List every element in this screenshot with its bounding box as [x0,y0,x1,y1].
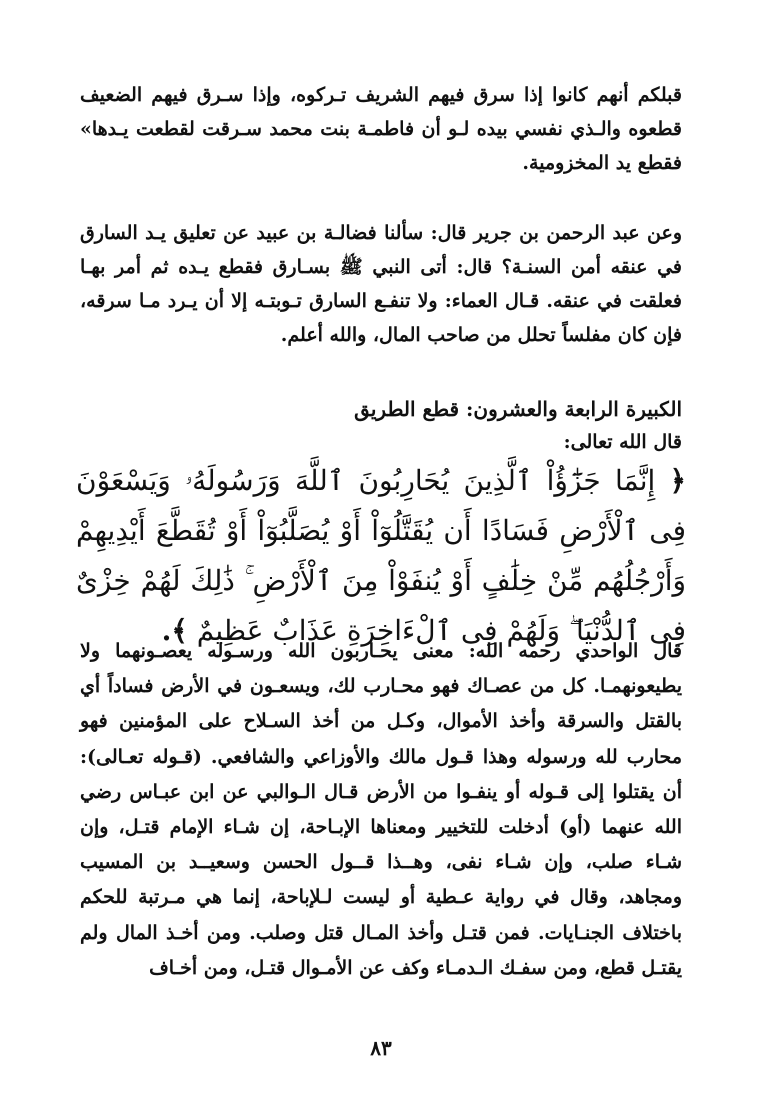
verse-close-bracket: ﴾. [161,614,188,647]
paragraph-hanging-hand [80,216,682,352]
commentary-text: قال الواحدي رحمه الله: معنى يحـاربون الله ورسـوله يعصـونهما ولا يطيعونهمـا. كل من عصـاك فهو محـارب لك، ويسعـون في الأرض فساداً أي بالقتل والسرقة وأخذ الأموال، وكـل من أخذ السـلاح على المؤمنين فهو محارب لله ورسوله وهذا قـول مالك والأوزاعي والشافعي. (قـوله تعـالى): أن يقتلوا إلى قـوله أو ينفـوا من الأرض قـال الـوالبي عن ابن عبـاس رضي الله عنهما (أو) أدخلت للتخيير ومعناها الإبـاحة، إن شـاء الإمام قتـل، وإن شـاء صلب، وإن شـاء نفى، وهــذا قــول الحسن وسعيــد بن المسيب ومجاهد، وقال في رواية عـطية أو ليست لـلإباحة، إنما هي مـرتبة للحكم باختلاف الجنـايات. فمن قتـل وأخذ المـال قتل وصلب. ومن أخـذ المال ولم يقتـل قطع، ومن سفـك الـدمـاء وكف عن الأمـوال قتـل، ومن أخـاف [80,640,682,979]
paragraph-text: قبلكم أنهم كانوا إذا سرق فيهم الشريف تـركوه، وإذا سـرق فيهم الضعيف قطعوه والـذي نفسي بيده لـو أن فاطمـة بنت محمد سـرقت لقطعت يـدها» فقطع يد المخزومية. [80,84,682,174]
paragraph-text: وعن عبد الرحمن بن جرير قال: سألنا فضالـة بن عبيد عن تعليق يـد السارق في عنقه أمن السنـة؟ قال: أتى النبي ﷺ بسـارق فقطع يـده ثم أمر بهـا فعلقت في عنقه. قـال العماء: ولا تنفـع السارق تـوبتـه إلا أن يـرد مـا سرقه، فإن كان مفلساً تحلل من صاحب المال، والله أعلم. [80,222,682,346]
verse-text: إِنَّمَا جَزَٰٓؤُاْ ٱلَّذِينَ يُحَارِبُونَ ٱللَّهَ وَرَسُولَهُۥ وَيَسْعَوْنَ فِى ٱلْأَرْضِ فَسَادًا أَن يُقَتَّلُوٓاْ أَوْ يُصَلَّبُوٓاْ أَوْ تُقَطَّعَ أَيْدِيهِمْ وَأَرْجُلُهُم مِّنْ خِلَٰفٍ أَوْ يُنفَوْاْ مِنَ ٱلْأَرْضِ ۚ ذَٰلِكَ لَهُمْ خِزْىٌ فِى ٱلدُّنْيَا ۖ وَلَهُمْ فِى ٱلْءَاخِرَةِ عَذَابٌ عَظِيمٌ [76,464,686,647]
verse-intro: قال الله تعالى: [563,431,682,453]
section-heading: الكبيرة الرابعة والعشرون: قطع الطريق [354,397,682,421]
quran-verse [76,456,686,656]
commentary-paragraph [80,634,682,986]
paragraph-hadith-ending [80,78,682,180]
page-number: ٨٣ [370,1036,392,1060]
verse-open-bracket: ﴿ [669,464,687,497]
